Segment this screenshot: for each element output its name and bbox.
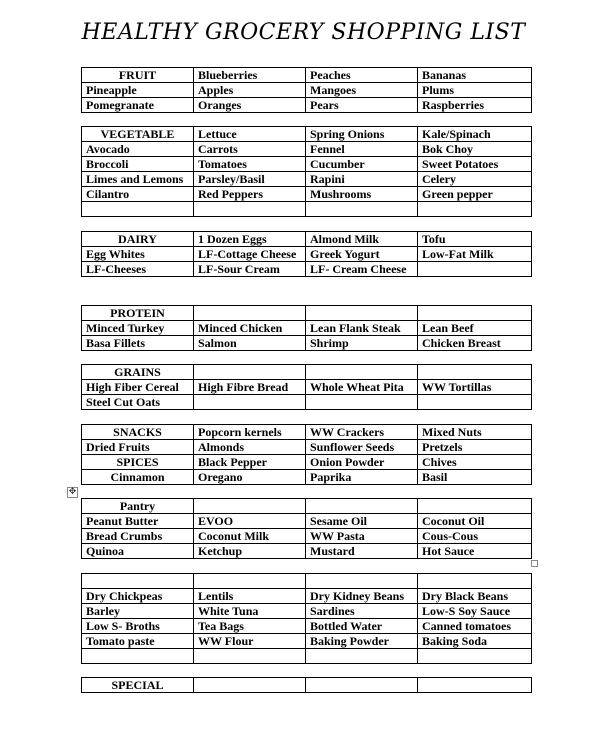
- table-cell[interactable]: Low S- Broths: [82, 619, 194, 634]
- table-cell[interactable]: Avocado: [82, 142, 194, 157]
- table-cell[interactable]: High Fiber Cereal: [82, 380, 194, 395]
- table-cell[interactable]: Tea Bags: [194, 619, 306, 634]
- table-row: [82, 306, 532, 321]
- table-cell[interactable]: Ketchup: [194, 544, 306, 559]
- category-header[interactable]: PROTEIN: [82, 306, 194, 321]
- table-cell[interactable]: Pineapple: [82, 83, 194, 98]
- table-cell[interactable]: Cilantro: [82, 187, 194, 202]
- table-cell[interactable]: Bok Choy: [418, 142, 532, 157]
- table-cell[interactable]: WW Pasta: [306, 529, 418, 544]
- spellcheck-underline: High Fibre Bread: [198, 380, 289, 394]
- table-cell[interactable]: Oranges: [194, 98, 306, 113]
- table-cell[interactable]: Green pepper: [418, 187, 532, 202]
- move-arrows-icon[interactable]: ✥: [68, 487, 77, 497]
- fruit-table: [81, 67, 532, 113]
- table-cell[interactable]: [418, 262, 532, 277]
- table-cell[interactable]: [418, 529, 532, 544]
- table-cell[interactable]: Lentils: [194, 589, 306, 604]
- table-cell[interactable]: Steel Cut Oats: [82, 395, 194, 410]
- table-cell[interactable]: [306, 574, 418, 589]
- table-cell[interactable]: [194, 395, 306, 410]
- table-cell[interactable]: Tomatoes: [194, 157, 306, 172]
- table-cell[interactable]: [306, 499, 418, 514]
- table-cell[interactable]: [194, 306, 306, 321]
- table-cell[interactable]: [418, 574, 532, 589]
- table-cell[interactable]: Chives: [418, 455, 532, 470]
- table-cell[interactable]: Limes and Lemons: [82, 172, 194, 187]
- table-cell[interactable]: [82, 202, 194, 217]
- table-cell[interactable]: [306, 172, 418, 187]
- table-cell[interactable]: Sardines: [306, 604, 418, 619]
- table-cell[interactable]: Dry Kidney Beans: [306, 589, 418, 604]
- table-cell[interactable]: Tofu: [418, 232, 532, 247]
- table-cell[interactable]: Coconut Milk: [194, 529, 306, 544]
- protein-table: [81, 305, 532, 351]
- table-row: [82, 678, 532, 693]
- table-cell[interactable]: Quinoa: [82, 544, 194, 559]
- table-cell[interactable]: Almond Milk: [306, 232, 418, 247]
- table-cell[interactable]: Greek Yogurt: [306, 247, 418, 262]
- resize-square-icon[interactable]: [531, 560, 538, 567]
- table-cell[interactable]: Salmon: [194, 336, 306, 351]
- table-cell[interactable]: Onion Powder: [306, 455, 418, 470]
- table-cell[interactable]: [82, 336, 194, 351]
- table-cell[interactable]: Black Pepper: [194, 455, 306, 470]
- table-cell[interactable]: Peanut Butter: [82, 514, 194, 529]
- table-cell[interactable]: White Tuna: [194, 604, 306, 619]
- table-cell[interactable]: Carrots: [194, 142, 306, 157]
- table-cell[interactable]: [306, 306, 418, 321]
- spellcheck-underline: Basa Fillets: [86, 336, 145, 350]
- table-row: [82, 321, 532, 336]
- table-cell[interactable]: [418, 395, 532, 410]
- table-cell[interactable]: LF- Cream Cheese: [306, 262, 418, 277]
- table-cell[interactable]: Shrimp: [306, 336, 418, 351]
- table-cell[interactable]: Dry Black Beans: [418, 589, 532, 604]
- table-row: [82, 142, 532, 157]
- table-cell[interactable]: Cinnamon: [82, 470, 194, 485]
- table-cell[interactable]: [418, 678, 532, 693]
- table-row: [82, 365, 532, 380]
- table-cell[interactable]: Canned tomatoes: [418, 619, 532, 634]
- category-header[interactable]: VEGETABLE: [82, 127, 194, 142]
- table-cell[interactable]: Coconut Oil: [418, 514, 532, 529]
- table-row: [82, 83, 532, 98]
- table-row: [82, 544, 532, 559]
- table-cell[interactable]: [418, 649, 532, 664]
- table-row: [82, 470, 532, 485]
- table-cell[interactable]: Apples: [194, 83, 306, 98]
- table-cell[interactable]: Dried Fruits: [82, 440, 194, 455]
- table-row: [82, 619, 532, 634]
- snacks-table: [81, 424, 532, 485]
- table-row: [82, 455, 532, 470]
- table-row: [82, 380, 532, 395]
- table-cell[interactable]: WW Crackers: [306, 425, 418, 440]
- table-cell[interactable]: Egg Whites: [82, 247, 194, 262]
- table-row: [82, 514, 532, 529]
- vegetable-table: [81, 126, 532, 217]
- category-header[interactable]: Pantry: [82, 499, 194, 514]
- table-cell[interactable]: Basil: [418, 470, 532, 485]
- table-row: [82, 127, 532, 142]
- table-row: [82, 68, 532, 83]
- table-cell[interactable]: [194, 649, 306, 664]
- table-cell[interactable]: Pretzels: [418, 440, 532, 455]
- table-row: [82, 529, 532, 544]
- table-cell[interactable]: Barley: [82, 604, 194, 619]
- pantry-table: [81, 498, 532, 559]
- table-row: [82, 98, 532, 113]
- document-title: HEALTHY GROCERY SHOPPING LIST: [81, 20, 526, 45]
- table-row: [82, 232, 532, 247]
- table-row: [82, 262, 532, 277]
- table-cell[interactable]: Dry Chickpeas: [82, 589, 194, 604]
- table-row: [82, 604, 532, 619]
- table-cell[interactable]: Pears: [306, 98, 418, 113]
- table-cell[interactable]: Paprika: [306, 470, 418, 485]
- table-row: [82, 649, 532, 664]
- table-row: [82, 440, 532, 455]
- table-row: [82, 172, 532, 187]
- table-row: [82, 574, 532, 589]
- category-header[interactable]: DAIRY: [82, 232, 194, 247]
- table-cell[interactable]: Tomato paste: [82, 634, 194, 649]
- table-cell[interactable]: Oregano: [194, 470, 306, 485]
- table-cell[interactable]: Mushrooms: [306, 187, 418, 202]
- table-cell[interactable]: Broccoli: [82, 157, 194, 172]
- table-cell[interactable]: [418, 306, 532, 321]
- table-cell[interactable]: [306, 678, 418, 693]
- table-cell[interactable]: Minced Turkey: [82, 321, 194, 336]
- table-cell[interactable]: [194, 499, 306, 514]
- table-cell[interactable]: Mangoes: [306, 83, 418, 98]
- table-row: [82, 202, 532, 217]
- table-cell[interactable]: 1 Dozen Eggs: [194, 232, 306, 247]
- table-cell[interactable]: Lean Flank Steak: [306, 321, 418, 336]
- table-cell[interactable]: [194, 202, 306, 217]
- table-cell[interactable]: LF-Cheeses: [82, 262, 194, 277]
- category-header[interactable]: SPECIAL: [82, 678, 194, 693]
- table-cell[interactable]: WW Flour: [194, 634, 306, 649]
- table-cell[interactable]: [418, 499, 532, 514]
- table-cell[interactable]: WW Tortillas: [418, 380, 532, 395]
- table-cell[interactable]: Parsley/Basil: [194, 172, 306, 187]
- table-cell[interactable]: Lettuce: [194, 127, 306, 142]
- table-cell[interactable]: Hot Sauce: [418, 544, 532, 559]
- table-cell[interactable]: [306, 649, 418, 664]
- table-cell[interactable]: [194, 380, 306, 395]
- table-row: [82, 425, 532, 440]
- table-cell[interactable]: Low-S Soy Sauce: [418, 604, 532, 619]
- table-cell[interactable]: Sweet Potatoes: [418, 157, 532, 172]
- table-cell[interactable]: Bread Crumbs: [82, 529, 194, 544]
- spellcheck-underline: Cous-Cous: [422, 529, 479, 543]
- table-cell[interactable]: EVOO: [194, 514, 306, 529]
- table-cell[interactable]: Sunflower Seeds: [306, 440, 418, 455]
- table-cell[interactable]: Bananas: [418, 68, 532, 83]
- table-cell[interactable]: Kale/Spinach: [418, 127, 532, 142]
- table-cell[interactable]: Peaches: [306, 68, 418, 83]
- category-header[interactable]: SNACKS: [82, 425, 194, 440]
- table-row: [82, 336, 532, 351]
- table-cell[interactable]: Celery: [418, 172, 532, 187]
- dairy-table: [81, 231, 532, 277]
- table-row: [82, 247, 532, 262]
- table-cell[interactable]: Baking Powder: [306, 634, 418, 649]
- table-row: [82, 395, 532, 410]
- category-header[interactable]: FRUIT: [82, 68, 194, 83]
- table-cell[interactable]: Blueberries: [194, 68, 306, 83]
- table-cell[interactable]: LF-Sour Cream: [194, 262, 306, 277]
- table-cell[interactable]: Pomegranate: [82, 98, 194, 113]
- table-row: [82, 634, 532, 649]
- table-cell[interactable]: [418, 202, 532, 217]
- table-row: [82, 157, 532, 172]
- category-header[interactable]: GRAINS: [82, 365, 194, 380]
- table-cell[interactable]: Mustard: [306, 544, 418, 559]
- table-cell[interactable]: Fennel: [306, 142, 418, 157]
- table-cell[interactable]: Almonds: [194, 440, 306, 455]
- table-cell[interactable]: Cucumber: [306, 157, 418, 172]
- table-cell[interactable]: Minced Chicken: [194, 321, 306, 336]
- table-cell[interactable]: Raspberries: [418, 98, 532, 113]
- table-cell[interactable]: Spring Onions: [306, 127, 418, 142]
- table-cell[interactable]: [306, 365, 418, 380]
- table-cell[interactable]: [418, 365, 532, 380]
- table-cell[interactable]: Lean Beef: [418, 321, 532, 336]
- table-cell[interactable]: LF-Cottage Cheese: [194, 247, 306, 262]
- table-cell[interactable]: Whole Wheat Pita: [306, 380, 418, 395]
- table-cell[interactable]: Mixed Nuts: [418, 425, 532, 440]
- table-cell[interactable]: [306, 202, 418, 217]
- table-cell[interactable]: Plums: [418, 83, 532, 98]
- table-row: [82, 589, 532, 604]
- table-row: [82, 499, 532, 514]
- table-cell[interactable]: Baking Soda: [418, 634, 532, 649]
- table-cell[interactable]: [194, 574, 306, 589]
- table-cell[interactable]: [82, 649, 194, 664]
- grains-table: [81, 364, 532, 410]
- table-cell[interactable]: Chicken Breast: [418, 336, 532, 351]
- table-cell[interactable]: [82, 574, 194, 589]
- category-header[interactable]: SPICES: [82, 455, 194, 470]
- table-row: [82, 187, 532, 202]
- table-cell[interactable]: Bottled Water: [306, 619, 418, 634]
- spellcheck-underline: Rapini: [310, 172, 345, 186]
- table-cell[interactable]: [306, 395, 418, 410]
- table-cell[interactable]: Red Peppers: [194, 187, 306, 202]
- table-cell[interactable]: Sesame Oil: [306, 514, 418, 529]
- misc-table: [81, 573, 532, 664]
- table-cell[interactable]: Low-Fat Milk: [418, 247, 532, 262]
- table-cell[interactable]: [194, 678, 306, 693]
- table-cell[interactable]: Popcorn kernels: [194, 425, 306, 440]
- special-table: [81, 677, 532, 693]
- table-cell[interactable]: [194, 365, 306, 380]
